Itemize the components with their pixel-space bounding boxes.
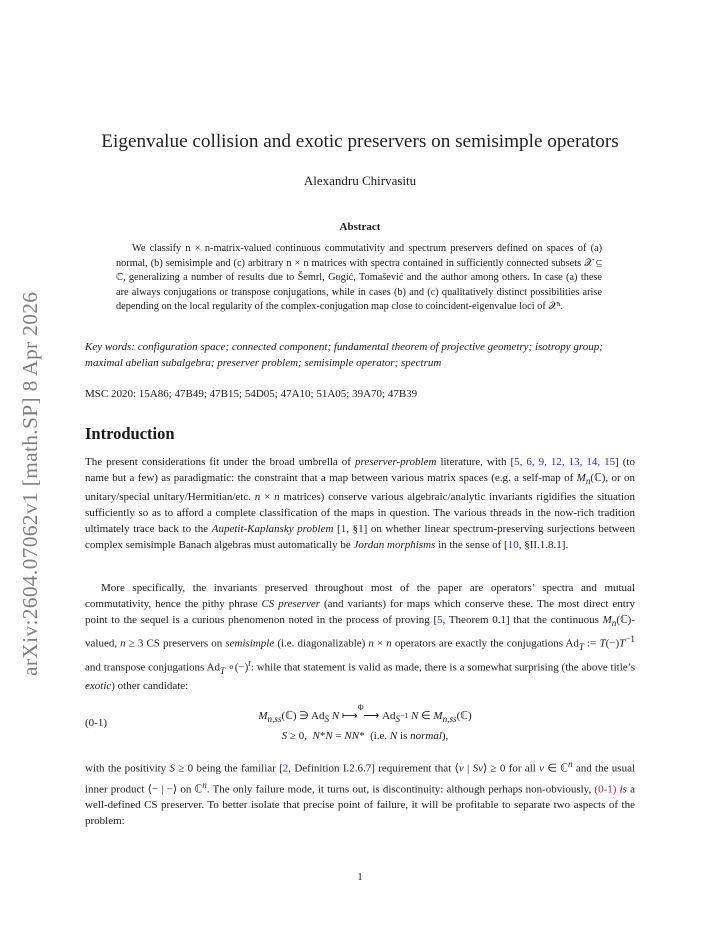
citation-link[interactable]: 1	[340, 522, 347, 535]
intro-paragraph-2: More specifically, the invariants preserved throughout most of the paper are operators’ spectra and mutual commutativity, hence the pithy phrase CS preserver (and variants) for maps which conserve these. The most direct entry point to the sequel is a curious phenomenon noted in the process of proving [5, Theorem 0.1] that the continuous $M_n(ℂ)$-valued, n ≥ 3 CS preservers on semisimple (i.e. diagonalizable) n × n operators are exactly the conjugations $Ad_T$ := $T(-)T^{-1}$ and transpose conjugations $Ad_T$ $\circ(-)^t$: while that statement is valid as made, there is a somewhat surprising (the above title’s exotic) other candidate:	[85, 582, 636, 693]
intro-paragraph-1: The present considerations fit under the broad umbrella of preserver-problem literature, with [5, 6, 9, 12, 13, 14, 15] (to name but a few) as paradigmatic: the constraint that a map between various matrix spaces (e.g. a self-map of $M_n(ℂ)$, or on unitary/special unitary/Hermitian/etc. n × n matrices) conserve various algebraic/analytic invariants rigidifies the situation sufficiently so as to afford a complete classification of the maps in question. The various threads in the now-rich tradition ultimately trace back to the Aupetit-Kaplansky problem [1, §1] on whether linear spectrum-preserving surjections between complex semisimple Banach algebras must automatically be Jordan morphisms in the sense of [10, §II.1.8.1].	[85, 456, 635, 551]
citation-link[interactable]: 10	[507, 538, 519, 551]
intro-paragraph-3: with the positivity S ≥ 0 being the familiar [2, Definition I.2.6.7] requirement that ⟨v | Sv⟩ ≥ 0 for all v ∈ ℂ$^n$ and the usual inner product ⟨− | −⟩ on ℂ$^n$. The only failure mode, it turns out, is discontinuity: although perhaps non-obviously, (0-1) is a well-defined CS preserver. To better isolate that precise point of failure, it will be profitable to separate two aspects of the problem:	[85, 759, 636, 828]
equation-line-1: $M_{n,ss}(ℂ)$ ∋ $Ad_S$ N ⟼$^\Phi$⟶ $Ad_{S^{-1}}$ N ∈ $M_{n,ss}(ℂ)$	[258, 703, 472, 725]
maps-to-arrow: ⟼$^\Phi$⟶	[341, 703, 380, 722]
equation-number: (0-1)	[85, 717, 107, 729]
keywords-text: configuration space; connected component; fundamental theorem of projective geometry; isotropy group; maximal abelian subalgebra; preserver problem; semisimple operator; spectrum	[85, 341, 603, 369]
equation-reference[interactable]: (0-1)	[594, 783, 617, 796]
keywords-label: Key words:	[85, 341, 136, 353]
page-number: 1	[357, 871, 363, 883]
author-name: Alexandru Chirvasitu	[303, 173, 417, 188]
citation-link[interactable]: 2	[282, 762, 289, 775]
abstract-text: We classify n × n-matrix-valued continuous commutativity and spectrum preservers defined on spaces of (a) normal, (b) semisimple and (c) arbitrary n × n matrices with spectra contained in sufficiently connected subsets 𝒳 ⊆ ℂ, generalizing a number of results due to Šemrl, Gogić, Tomašević and the author among others. In case (a) these are always conjugations or transpose conjugations, while in cases (b) and (c) qualitatively distinct possibilities arise depending on the local regularity of the complex-conjugation map close to coincident-eigenvalue loci of 𝒳ⁿ.	[116, 243, 602, 313]
arrow-label: Φ	[357, 703, 364, 712]
section-heading: Introduction	[85, 424, 175, 443]
abstract-heading: Abstract	[339, 221, 381, 233]
paper-title: Eigenvalue collision and exotic preservers on semisimple operators	[101, 131, 619, 152]
keywords	[85, 339, 635, 371]
equation-line-2: S ≥ 0, N*N = NN* (i.e. N is normal),	[281, 730, 449, 742]
msc-classification: MSC 2020: 15A86; 47B49; 47B15; 54D05; 47A10; 51A05; 39A70; 47B39	[85, 388, 418, 400]
citation-link[interactable]: 5	[437, 613, 443, 626]
citation-link[interactable]: 5, 6, 9, 12, 13, 14, 15	[514, 456, 616, 468]
arxiv-identifier[interactable]: arXiv:2604.07062v1 [math.SP] 8 Apr 2026	[18, 291, 42, 676]
